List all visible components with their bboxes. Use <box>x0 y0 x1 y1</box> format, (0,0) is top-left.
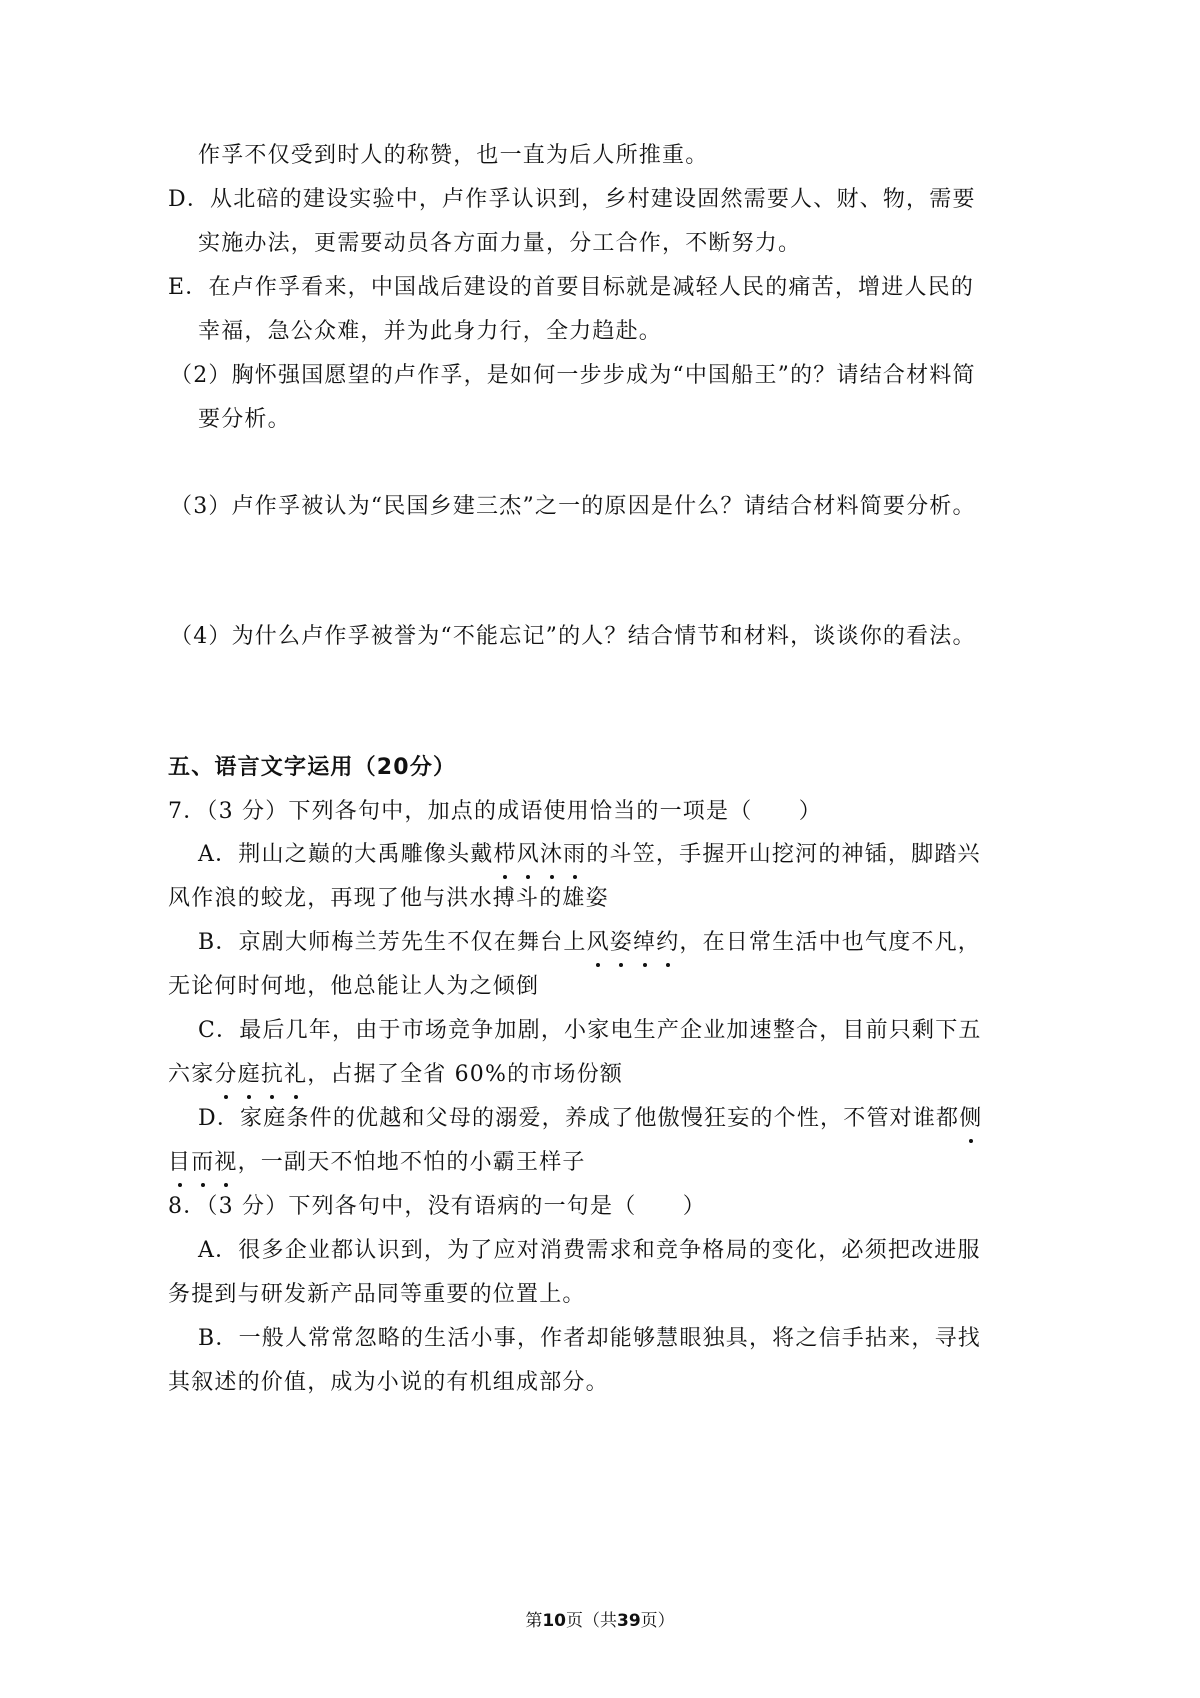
page-total: 39 <box>617 1611 641 1631</box>
q8-option-a: A．很多企业都认识到，为了应对消费需求和竞争格局的变化，必须把改进服 <box>198 1238 981 1263</box>
q7-option-d-text: ，一副天不怕地不怕的小霸王样子 <box>237 1150 586 1175</box>
q7-option-b-text: ，在日常生活中也气度不凡， <box>679 930 981 955</box>
text-line: 作孚不仅受到时人的称赞，也一直为后人所推重。 <box>198 143 709 168</box>
dotted-char: 侧 <box>959 1104 982 1134</box>
question-8-stem: 8．（3 分）下列各句中，没有语病的一句是（ ） <box>168 1194 706 1219</box>
dotted-char: 沐 <box>540 840 563 870</box>
footer-text: 页） <box>640 1611 675 1631</box>
dotted-char: 姿 <box>610 928 633 958</box>
option-d-line: D．从北碚的建设实验中，卢作孚认识到，乡村建设固然需要人、财、物，需要 <box>168 187 976 212</box>
question-3: （3）卢作孚被认为“民国乡建三杰”之一的原因是什么？请结合材料简要分析。 <box>170 494 976 519</box>
dotted-char: 视 <box>214 1148 237 1178</box>
question-2: （2）胸怀强国愿望的卢作孚，是如何一步步成为“中国船王”的？请结合材料简 <box>170 363 976 388</box>
question-4: （4）为什么卢作孚被誉为“不能忘记”的人？结合情节和材料，谈谈你的看法。 <box>170 624 976 649</box>
footer-text: 第 <box>525 1611 543 1631</box>
q7-option-a <box>198 840 981 870</box>
q7-option-d <box>198 1104 982 1134</box>
question-7-stem: 7．（3 分）下列各句中，加点的成语使用恰当的一项是（ ） <box>168 799 822 824</box>
q7-option-c: C．最后几年，由于市场竞争加剧，小家电生产企业加速整合，目前只剩下五 <box>198 1018 982 1043</box>
dotted-char: 抗 <box>261 1060 284 1090</box>
page-number: 10 <box>542 1611 566 1631</box>
text-line: 务提到与研发新产品同等重要的位置上。 <box>168 1282 586 1307</box>
q8-option-b: B．一般人常常忽略的生活小事，作者却能够慧眼独具，将之信手拈来，寻找 <box>198 1326 981 1351</box>
q7-option-d-text: D．家庭条件的优越和父母的溺爱，养成了他傲慢狂妄的个性，不管对谁都 <box>198 1106 960 1131</box>
text-line: 无论何时何地，他总能让人为之倾倒 <box>168 974 540 999</box>
text-line <box>168 1060 623 1090</box>
dotted-char: 约 <box>656 928 679 958</box>
section-heading: 五、语言文字运用（20分） <box>168 755 457 780</box>
dotted-char: 雨 <box>563 840 586 870</box>
text-line: 风作浪的蛟龙，再现了他与洪水搏斗的雄姿 <box>168 886 609 911</box>
q7-option-c-text: 六家 <box>168 1062 215 1087</box>
dotted-char: 庭 <box>238 1060 261 1090</box>
text-line <box>168 1148 586 1178</box>
dotted-char: 目 <box>168 1148 191 1178</box>
page-footer <box>0 1609 1200 1633</box>
dotted-char: 礼 <box>284 1060 307 1090</box>
dotted-char: 栉 <box>494 840 517 870</box>
dotted-char: 而 <box>191 1148 214 1178</box>
dotted-char: 分 <box>214 1060 237 1090</box>
q7-option-a-text: 的斗笠，手握开山挖河的神锸，脚踏兴 <box>586 842 981 867</box>
q7-option-c-text: ，占据了全省 60%的市场份额 <box>307 1062 624 1087</box>
text-line: 要分析。 <box>198 407 291 432</box>
q7-option-b-text: B．京剧大师梅兰芳先生不仅在舞台上 <box>198 930 587 955</box>
dotted-char: 绰 <box>633 928 656 958</box>
dotted-char: 风 <box>517 840 540 870</box>
footer-text: 页（共 <box>566 1611 617 1631</box>
q7-option-b <box>198 928 981 958</box>
text-line: 其叙述的价值，成为小说的有机组成部分。 <box>168 1370 609 1395</box>
text-line: 幸福，急公众难，并为此身力行，全力趋赴。 <box>198 319 663 344</box>
dotted-char: 风 <box>587 928 610 958</box>
option-e-line: E．在卢作孚看来，中国战后建设的首要目标就是减轻人民的痛苦，增进人民的 <box>168 275 975 300</box>
q7-option-a-text: A．荆山之巅的大禹雕像头戴 <box>198 842 494 867</box>
text-line: 实施办法，更需要动员各方面力量，分工合作，不断努力。 <box>198 231 802 256</box>
